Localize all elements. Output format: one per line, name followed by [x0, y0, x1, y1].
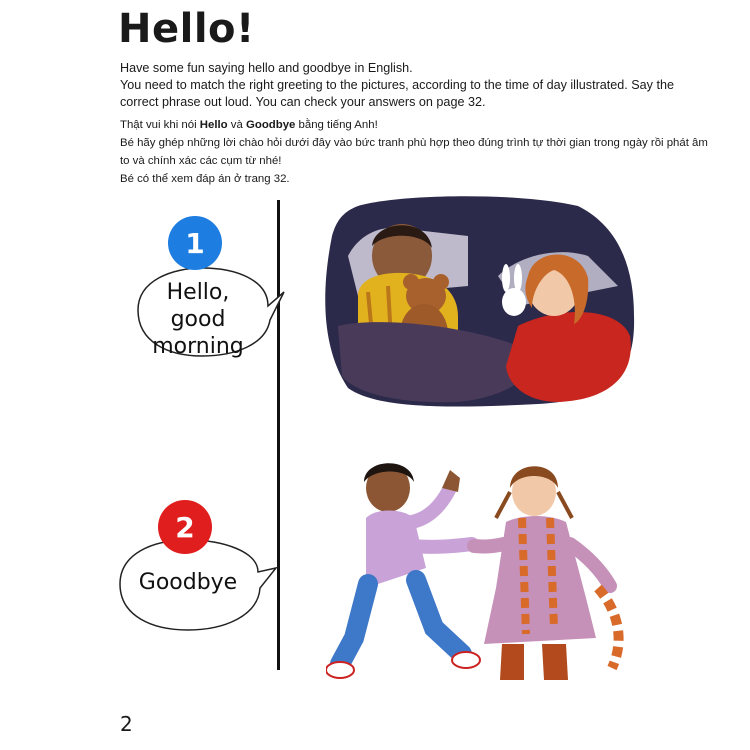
vi-hello: Hello — [199, 119, 228, 131]
intro-english — [120, 60, 710, 111]
phrase-line: good morning — [152, 307, 244, 359]
phrase-hello-good-morning[interactable] — [130, 279, 266, 360]
vi-text: và — [227, 119, 247, 131]
intro-line: Have some fun saying hello and goodbye in English. — [120, 61, 413, 75]
number-badge-1: 1 — [168, 216, 222, 270]
illustration-goodbye-handshake — [326, 448, 644, 704]
intro-vietnamese — [120, 116, 710, 188]
intro-line: You need to match the right greeting to the pictures, according to the time of day illustrated. Say the correct phrase out loud. You can check your answers on page 32. — [120, 78, 674, 109]
page-number: 2 — [120, 712, 133, 736]
vi-line-2: Bé hãy ghép những lời chào hỏi dưới đây vào bức tranh phù hợp theo đúng trình tự thời gian trong ngày rồi phát âm to và chính xác các cụm từ nhé! — [120, 137, 708, 167]
vi-line-1 — [120, 116, 710, 134]
vi-goodbye: Goodbye — [246, 119, 296, 131]
phrase-line: Hello, — [166, 280, 230, 305]
vi-text: Thật vui khi nói — [120, 119, 200, 131]
vi-text: bằng tiếng Anh! — [295, 119, 378, 131]
number-badge-2: 2 — [158, 500, 212, 554]
phrase-goodbye[interactable]: Goodbye — [138, 570, 238, 595]
vi-line-3: Bé có thể xem đáp án ở trang 32. — [120, 173, 290, 185]
page-title: Hello! — [118, 6, 255, 52]
illustration-bedtime-children — [318, 196, 638, 414]
